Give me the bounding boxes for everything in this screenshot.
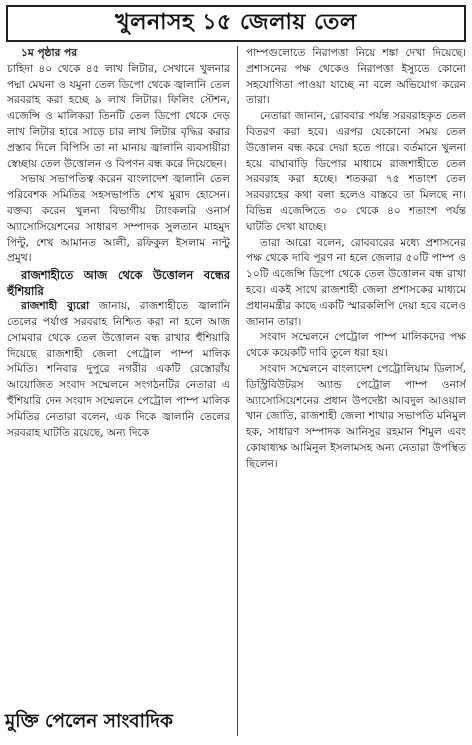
left-column bbox=[7, 46, 230, 706]
headline-box bbox=[6, 5, 466, 42]
article-paragraph: তারা আরো বলেন, রোববারের মধ্যে প্রশাসনের পক্ষ থেকে দাবি পূরণ না হলে জেলার ৫০টি পাম্প ও ১০টি এজেন্সি ডিপো থেকে তেল উত্তোলন বন্ধ রাখা হবে। একই সাথে রাজশাহী জেলা প্রশাসকের মাধ্যমে প্রধানমন্ত্রীর কাছে একটি স্মারকলিপি দেয়া হবে বলেও জানান তারা। bbox=[246, 236, 466, 328]
article-paragraph: সংবাদ সম্মেলনে পেট্রোল পাম্প মালিকদের পক্ষ থেকে কয়েকটি দাবি তুলে ধরা হয়। bbox=[246, 331, 466, 360]
subheading: রাজশাহীতে আজ থেকে উত্তোলন বন্ধের হুঁশিয়ারি bbox=[7, 268, 230, 299]
bureau-text: জানায়, রাজশাহীতে জ্বালানি তেলের পর্যাপ্ত সরবরাহ নিশ্চিত করা না হলে আজ সোমবার থেকে তেল উত্তোলন বন্ধ রাখার হুঁশিয়ারি দিয়েছে রাজশাহী জেলা পেট্রোল পাম্প মালিক সমিতি। শনিবার দুপুরে নগরীর একটি রেস্তোরাঁয় আয়োজিত সংবাদ সম্মেলনে সংগঠনটির নেতারা এ হুঁশিয়ারি দেন সংবাদ সম্মেলনে পেট্রোল পাম্প মালিক সমিতির নেতারা বলেন, এক দিকে জ্বালানি তেলের সরবরাহ ঘাটতি রয়েছে, অন্য দিকে bbox=[7, 300, 230, 439]
article-paragraph: নেতারা জানান, রোববার পর্যন্ত সরবরাহকৃত তেল বিতরণ করা হবে। এরপর যেকোনো সময় তেল উত্তোলন বন্ধ করে দেয়া হতে পারে। বর্তমানে খুলনা হয়ে বাঘাবাড়ি ডিপোর মাধ্যমে রাজশাহীতে তেল সরবরাহ করা হচ্ছে। শতকরা ৭৫ শতাংশ তেল সরবরাহের কথা বলা হলেও বাস্তবে তা মিলছে না। বিভিন্ন এজেন্সিতে ৩০ থেকে ৪০ শতাংশ পর্যন্ত ঘাটতি দেখা যাচ্ছে। bbox=[246, 110, 466, 233]
article-paragraph: সভায় সভাপতিত্ব করেন বাংলাদেশ জ্বালানি তেল পরিবেশক সমিতির সহসভাপতি শেখ মুরাদ হোসেন। বক্তব্য করেন খুলনা বিভাগীয় ট্যাংকলরি ওনার্স অ্যাসোসিয়েশনের সাধারণ সম্পাদক সুলতান মাহমুদ পিন্টু, শেখ আমানত আলী, রফিকুল ইসলাম নান্টু প্রমুখ। bbox=[7, 173, 230, 265]
headline: খুলনাসহ ১৫ জেলায় তেল bbox=[115, 10, 357, 35]
article-paragraph: চাহিদা ৪০ থেকে ৪৫ লাখ লিটার, সেখানে খুলনার পদ্মা মেঘনা ও যমুনা তেল ডিপো থেকে জ্বালানি তেল সরবরাহ করা হচ্ছে ৯ লাখ লিটার। ফিলিং স্টেশন, এজেন্সি ও মালিকরা তিনটি তেল ডিপো থেকে দেড় লাখ লিটার হারে সাড়ে চার লাখ লিটার বৃদ্ধির করার প্রস্তাব দিলে বিপিসি তা না মানায় জ্বালানি ব্যবসায়ীরা স্বেচ্ছায় তেল উত্তোলন ও বিপণন বন্ধ করে দিয়েছেন। bbox=[7, 62, 230, 170]
continuation-marker: ১ম পৃষ্ঠার পর bbox=[21, 47, 78, 59]
article-paragraph: পাম্পগুলোতে নিরাপত্তা নিয়ে শঙ্কা দেখা দিয়েছে। প্রশাসনের পক্ষ থেকেও নিরাপত্তা ইস্যুতে কোনো সহযোগিতা পাওয়া যাচ্ছে না বলে অভিযোগ করেন তারা। bbox=[246, 47, 466, 107]
column-divider bbox=[237, 46, 238, 736]
bottom-headline: মুক্তি পেলেন সাংবাদিক bbox=[5, 711, 173, 732]
bureau-label: রাজশাহী ব্যুরো bbox=[21, 300, 90, 313]
article-paragraph: সংবাদ সম্মেলনে বাংলাদেশ পেট্রোলিয়াম ডিলার্স, ডিস্ট্রিবিউটরস অ্যান্ড পেট্রোল পাম্প ওনার্স অ্যাসোসিয়েশনের প্রধান উপদেষ্টা আবদুল আওয়াল খান জোতি, রাজশাহী জেলা শাখার সভাপতি মনিমুল হক, সাধারণ সম্পাদক আনিসুর রহমান শিমুল এবং কোষাধ্যক্ষ আমিনুল ইসলামসহ অন্য নেতারা উপস্থিত ছিলেন। bbox=[246, 362, 466, 470]
bureau-paragraph bbox=[7, 299, 230, 441]
right-column bbox=[246, 46, 466, 706]
